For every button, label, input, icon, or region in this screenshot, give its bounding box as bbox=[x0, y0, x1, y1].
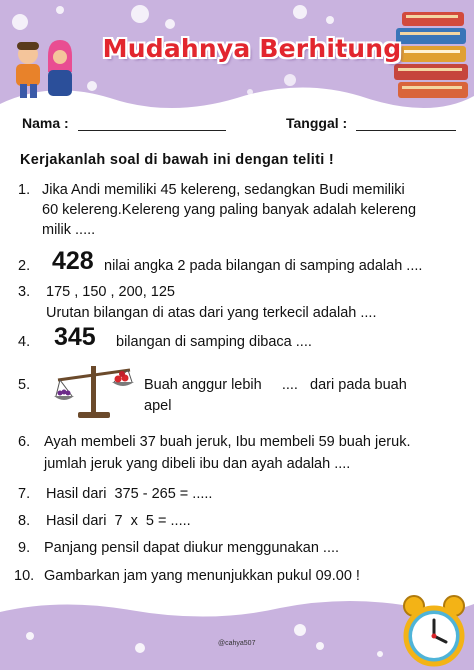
question-line: Jika Andi memiliki 45 kelereng, sedangkan Budi memiliki bbox=[42, 182, 405, 198]
question-line: milik ..... bbox=[42, 222, 96, 238]
question-number: 9. bbox=[18, 540, 31, 556]
question-line: 175 , 150 , 200, 125 bbox=[46, 284, 175, 300]
question-line: Buah anggur lebih .... dari pada buah bbox=[144, 377, 407, 393]
question-number: 4. bbox=[18, 334, 31, 350]
balance-scale-icon bbox=[52, 360, 136, 422]
question-number: 3. bbox=[18, 284, 31, 300]
question-3-text bbox=[46, 282, 456, 323]
name-label: Nama : bbox=[22, 115, 69, 131]
date-label: Tanggal : bbox=[286, 115, 348, 131]
number-428: 428 bbox=[52, 247, 94, 275]
number-345: 345 bbox=[54, 323, 96, 351]
question-7-text: Hasil dari 375 - 265 = ..... bbox=[46, 486, 213, 502]
question-line: 60 kelereng.Kelereng yang paling banyak adalah kelereng bbox=[42, 202, 417, 218]
question-number: 7. bbox=[18, 486, 31, 502]
name-field[interactable] bbox=[78, 129, 226, 131]
question-4-text: bilangan di samping dibaca .... bbox=[116, 334, 312, 350]
question-number: 8. bbox=[18, 513, 31, 529]
alarm-clock-icon bbox=[398, 592, 470, 668]
credit-text: @cahya507 bbox=[218, 640, 256, 647]
instruction-text: Kerjakanlah soal di bawah ini dengan teliti ! bbox=[20, 152, 335, 168]
question-10-text: Gambarkan jam yang menunjukkan pukul 09.00 ! bbox=[44, 568, 360, 584]
question-line: Ayah membeli 37 buah jeruk, Ibu membeli 59 buah jeruk. bbox=[44, 434, 411, 450]
question-2-text: nilai angka 2 pada bilangan di samping adalah .... bbox=[104, 258, 423, 274]
question-1-text bbox=[42, 180, 462, 240]
question-number: 1. bbox=[18, 182, 31, 198]
kids-icon bbox=[4, 36, 84, 102]
question-number: 5. bbox=[18, 377, 31, 393]
question-line: jumlah jeruk yang dibeli ibu dan ayah adalah .... bbox=[44, 456, 351, 472]
question-1 bbox=[18, 180, 30, 200]
question-9-text: Panjang pensil dapat diukur menggunakan .... bbox=[44, 540, 340, 556]
question-6-text bbox=[44, 432, 464, 474]
question-line: Urutan bilangan di atas dari yang terkecil adalah .... bbox=[46, 305, 377, 321]
question-8-text: Hasil dari 7 x 5 = ..... bbox=[46, 513, 191, 529]
question-number: 2. bbox=[18, 258, 31, 274]
page-title: Mudahnya Berhitung bbox=[102, 34, 402, 63]
question-number: 10. bbox=[14, 568, 35, 584]
question-number: 6. bbox=[18, 434, 31, 450]
question-line: apel bbox=[144, 398, 172, 414]
question-5-text bbox=[144, 375, 454, 416]
date-field[interactable] bbox=[356, 129, 456, 131]
